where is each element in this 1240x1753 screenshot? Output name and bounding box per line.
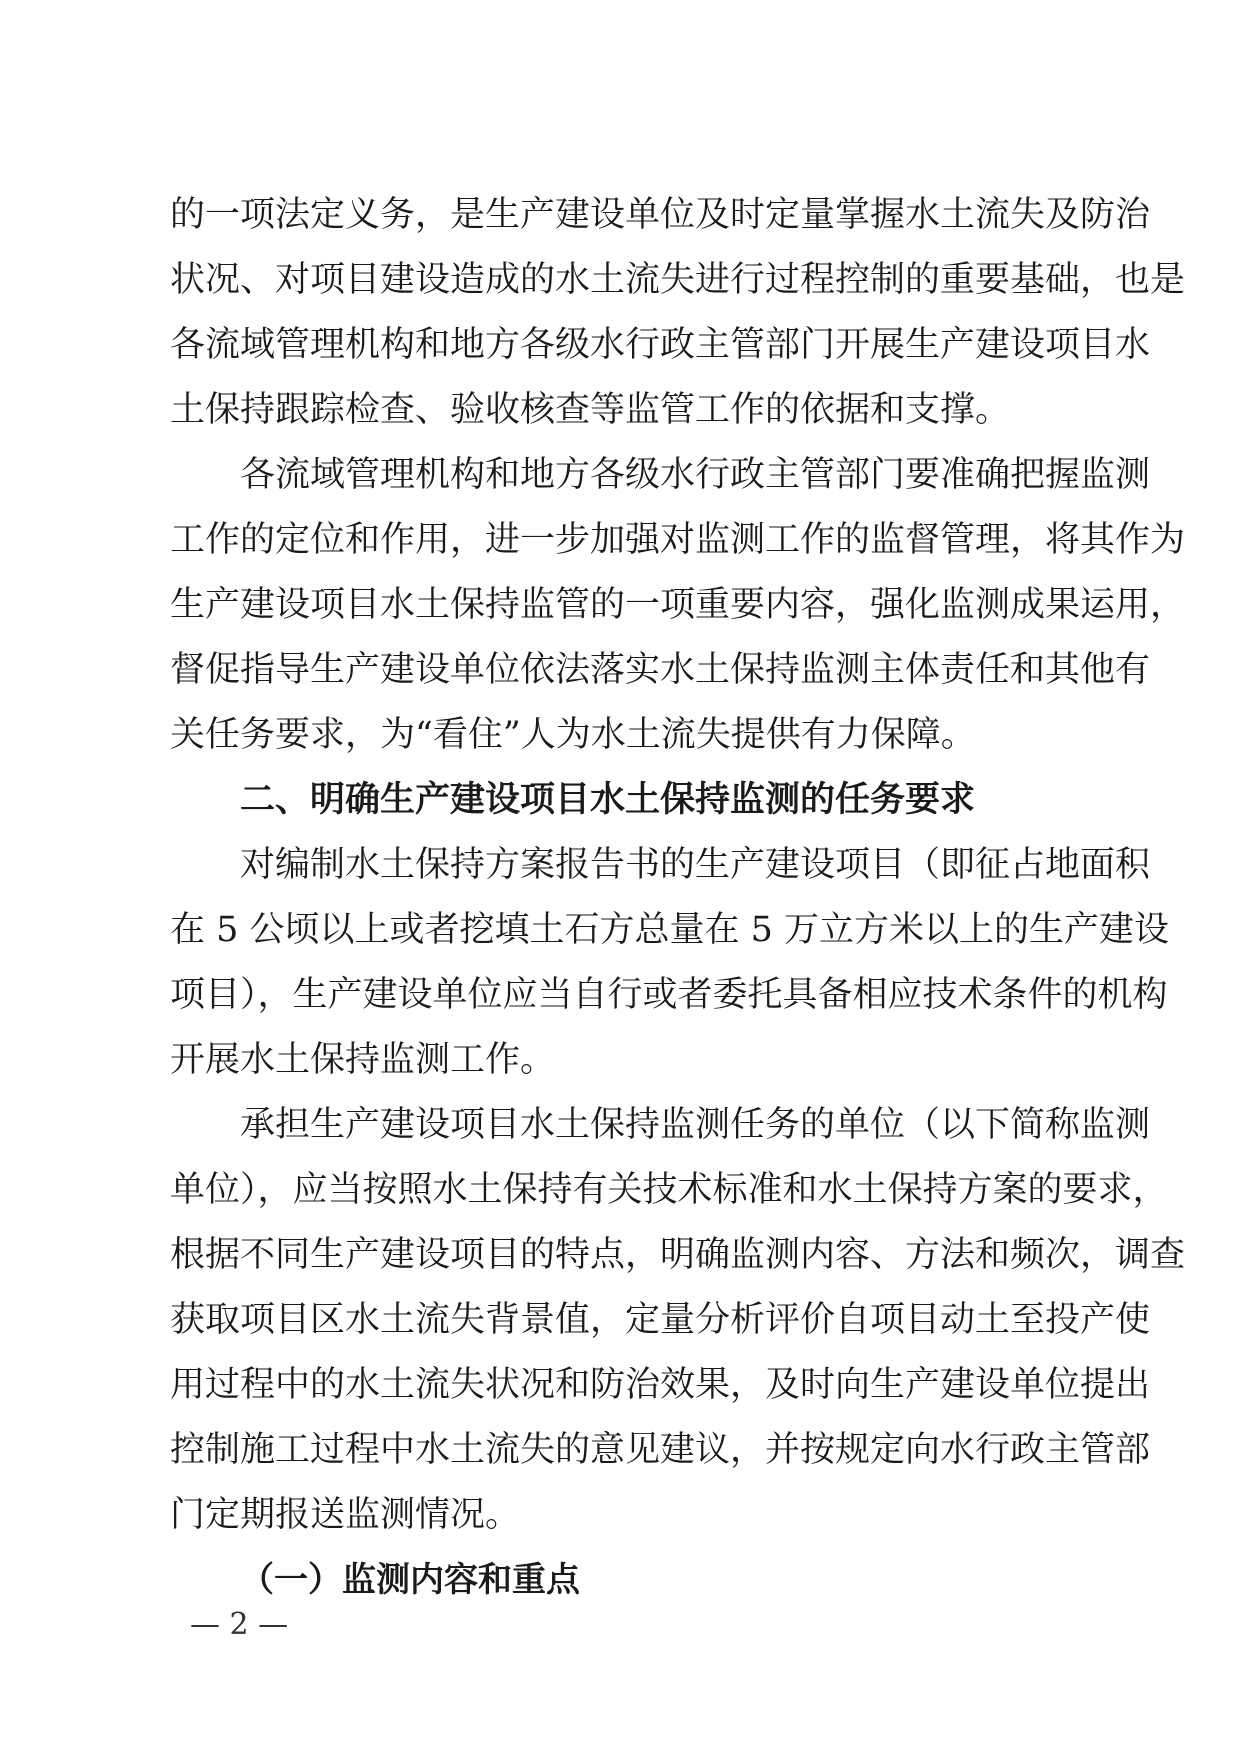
page-number: — 2 — xyxy=(190,1607,289,1642)
subsection-heading: （一）监测内容和重点 xyxy=(240,1560,580,1600)
paragraph-4-line-6: 控制施工过程中水土流失的意见建议，并按规定向水行政主管部 xyxy=(170,1430,1151,1470)
paragraph-2-line-3: 生产建设项目水土保持监管的一项重要内容，强化监测成果运用， xyxy=(170,585,1186,625)
paragraph-1-line-4: 土保持跟踪检查、验收核查等监管工作的依据和支撑。 xyxy=(170,390,1011,430)
paragraph-4-line-2: 单位），应当按照水土保持有关技术标准和水土保持方案的要求， xyxy=(170,1170,1168,1210)
paragraph-1-line-1: 的一项法定义务，是生产建设单位及时定量掌握水土流失及防治 xyxy=(170,195,1151,235)
paragraph-4-line-7: 门定期报送监测情况。 xyxy=(170,1495,521,1535)
paragraph-4-line-3: 根据不同生产建设项目的特点，明确监测内容、方法和频次，调查 xyxy=(170,1235,1186,1275)
paragraph-3-line-3: 项目），生产建设单位应当自行或者委托具备相应技术条件的机构 xyxy=(170,975,1168,1015)
paragraph-4-line-4: 获取项目区水土流失背景值，定量分析评价自项目动土至投产使 xyxy=(170,1300,1151,1340)
paragraph-3-line-2: 在 5 公顷以上或者挖填土石方总量在 5 万立方米以上的生产建设 xyxy=(170,910,1170,950)
paragraph-2-line-5: 关任务要求，为“看住”人为水土流失提供有力保障。 xyxy=(170,715,976,755)
paragraph-4-line-5: 用过程中的水土流失状况和防治效果，及时向生产建设单位提出 xyxy=(170,1365,1151,1405)
paragraph-2-line-1: 各流域管理机构和地方各级水行政主管部门要准确把握监测 xyxy=(240,455,1151,495)
paragraph-2-line-2: 工作的定位和作用，进一步加强对监测工作的监督管理，将其作为 xyxy=(170,520,1186,560)
paragraph-3-line-1: 对编制水土保持方案报告书的生产建设项目（即征占地面积 xyxy=(240,845,1151,885)
paragraph-3-line-4: 开展水土保持监测工作。 xyxy=(170,1040,556,1080)
section-heading: 二、明确生产建设项目水土保持监测的任务要求 xyxy=(240,780,976,820)
paragraph-1-line-3: 各流域管理机构和地方各级水行政主管部门开展生产建设项目水 xyxy=(170,325,1151,365)
paragraph-2-line-4: 督促指导生产建设单位依法落实水土保持监测主体责任和其他有 xyxy=(170,650,1151,690)
paragraph-1-line-2: 状况、对项目建设造成的水土流失进行过程控制的重要基础，也是 xyxy=(170,260,1186,300)
paragraph-4-line-1: 承担生产建设项目水土保持监测任务的单位（以下简称监测 xyxy=(240,1105,1151,1145)
